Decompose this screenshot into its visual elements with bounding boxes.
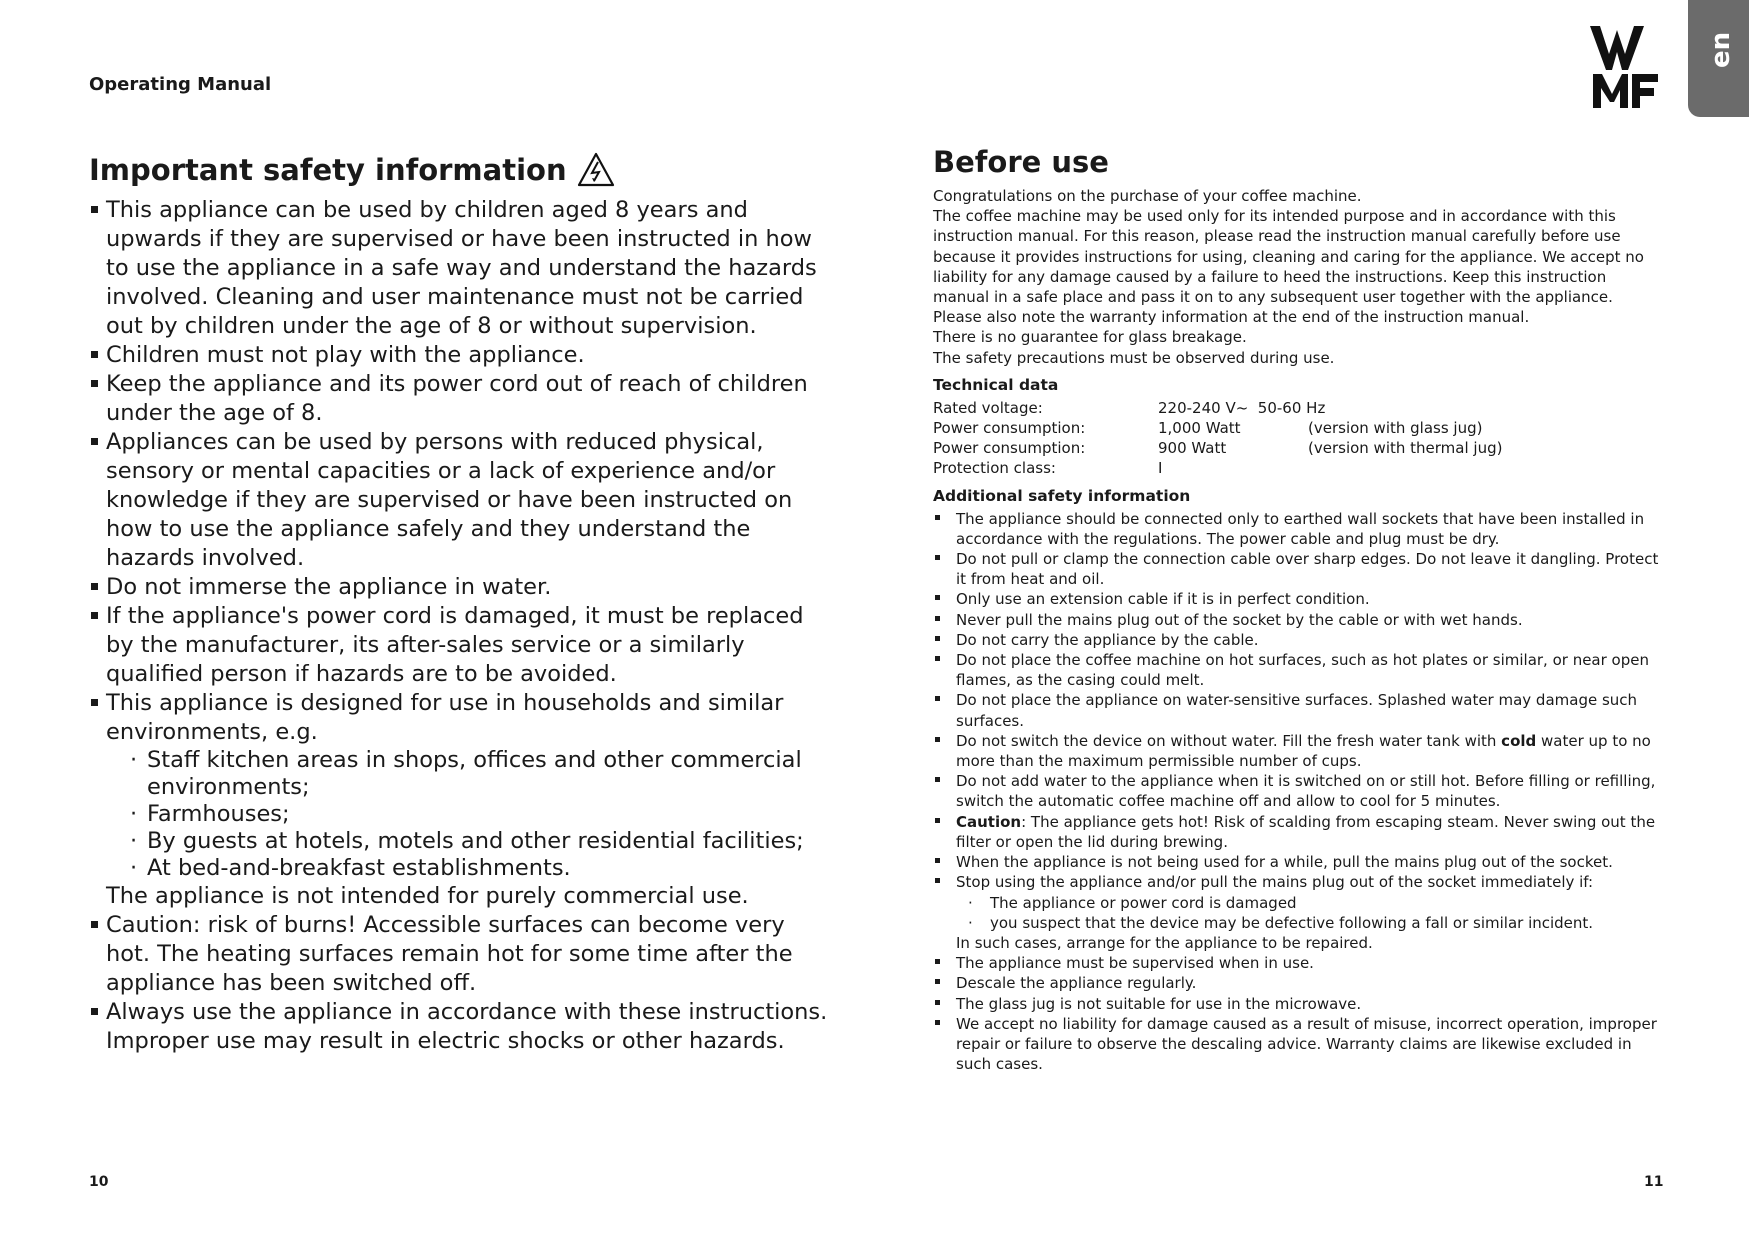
list-item: Do not carry the appliance by the cable.	[933, 630, 1663, 650]
sub-list-item: · At bed-and-breakfast establishments.	[130, 855, 829, 882]
environment-sublist	[106, 747, 829, 882]
list-item: Do not place the appliance on water-sensitive surfaces. Splashed water may damage such surfaces.	[933, 690, 1663, 730]
list-item: Do not immerse the appliance in water.	[89, 573, 829, 602]
technical-data-table	[933, 398, 1663, 479]
safety-heading: Important safety information	[89, 150, 829, 190]
electric-warning-icon	[577, 152, 615, 188]
table-row: Rated voltage: 220-240 V~ 50-60 Hz	[933, 398, 1326, 417]
list-item-caution: Caution: The appliance gets hot! Risk of scalding from escaping steam. Never swing out the filter or open the lid during brewing.	[933, 812, 1663, 852]
commercial-use-note: The appliance is not intended for purely commercial use.	[106, 883, 749, 909]
list-item: Keep the appliance and its power cord out of reach of children under the age of 8.	[89, 370, 829, 428]
list-item: Do not add water to the appliance when it is switched on or still hot. Before filling or refilling, switch the automatic coffee machine off and allow to cool for 5 minutes.	[933, 771, 1663, 811]
list-item: Descale the appliance regularly.	[933, 973, 1663, 993]
document-title: Operating Manual	[89, 74, 272, 95]
stop-sublist	[956, 893, 1663, 933]
list-item-stop: Stop using the appliance and/or pull the mains plug out of the socket immediately if: · The appliance or power cord is damaged · you suspect that the device may be defective following a fall or similar incident.	[933, 872, 1663, 933]
page-number-right: 11	[1644, 1174, 1664, 1190]
before-use-section	[933, 142, 1663, 1074]
list-item: When the appliance is not being used for a while, pull the mains plug out of the socket.	[933, 852, 1663, 872]
wmf-logo	[1590, 26, 1658, 108]
intro-paragraph: The safety precautions must be observed during use.	[933, 348, 1335, 367]
sub-list-item: · By guests at hotels, motels and other residential facilities;	[130, 828, 829, 855]
intro-text	[933, 186, 1663, 368]
safety-list	[89, 196, 829, 1056]
list-item-cold-water: Do not switch the device on without water. Fill the fresh water tank with cold water up to no more than the maximum permissible number of cups.	[933, 731, 1663, 771]
table-row: Power consumption: 1,000 Watt (version with glass jug)	[933, 419, 1483, 438]
page-number-left: 10	[89, 1174, 109, 1190]
intro-paragraph: Congratulations on the purchase of your coffee machine.	[933, 187, 1362, 205]
safety-section	[89, 150, 829, 1056]
list-item: Do not pull or clamp the connection cable over sharp edges. Do not leave it dangling. Protect it from heat and oil.	[933, 549, 1663, 589]
table-row: Power consumption: 900 Watt (version with thermal jug)	[933, 439, 1503, 458]
additional-safety-list	[933, 509, 1663, 933]
intro-paragraph: The coffee machine may be used only for its intended purpose and in accordance with this instruction manual. For this reason, please read the instruction manual carefully before use because it provides instructions for using, cleaning and caring for the appliance. We accept no liability for any damage caused by a failure to heed the instructions. Keep this instruction manual in a safe place and pass it on to any subsequent user together with the appliance. Please also note the warranty information at the end of the instruction manual.	[933, 207, 1644, 327]
list-item: Do not place the coffee machine on hot surfaces, such as hot plates or similar, or near open flames, as the casing could melt.	[933, 650, 1663, 690]
list-item: Caution: risk of burns! Accessible surfaces can become very hot. The heating surfaces remain hot for some time after the appliance has been switched off.	[89, 911, 829, 998]
sub-list-item: · Farmhouses;	[130, 801, 829, 828]
before-use-heading: Before use	[933, 145, 1109, 179]
list-item: The appliance should be connected only to earthed wall sockets that have been installed in accordance with the regulations. The power cable and plug must be dry.	[933, 509, 1663, 549]
list-item: This appliance can be used by children aged 8 years and upwards if they are supervised or have been instructed in how to use the appliance in a safe way and understand the hazards involved. Cleaning and user maintenance must not be carried out by children under the age of 8 or without supervision.	[89, 196, 829, 341]
sub-list-item: · Staff kitchen areas in shops, offices and other commercial environments;	[130, 747, 829, 801]
additional-safety-heading: Additional safety information	[933, 486, 1191, 505]
intro-paragraph: There is no guarantee for glass breakage.	[933, 328, 1247, 347]
list-item: Only use an extension cable if it is in perfect condition.	[933, 589, 1663, 609]
list-item: We accept no liability for damage caused as a result of misuse, incorrect operation, improper repair or failure to observe the descaling advice. Warranty claims are likewise excluded in such cases.	[933, 1014, 1663, 1075]
list-item-households: This appliance is designed for use in households and similar environments, e.g. · Staff kitchen areas in shops, offices and other commercial environments; · Farmhouses; · By guests at hotels, motels and other residential facilities; · At bed-and-breakfast establishments. The appliance is not intended for purely commercial use.	[89, 689, 829, 911]
list-item: The appliance must be supervised when in use.	[933, 953, 1663, 973]
list-item: If the appliance's power cord is damaged, it must be replaced by the manufacturer, its after-sales service or a similarly qualified person if hazards are to be avoided.	[89, 602, 829, 689]
language-tab	[1688, 0, 1749, 117]
additional-safety-list-end	[933, 953, 1663, 1074]
table-row: Protection class: I	[933, 459, 1163, 478]
list-item: The glass jug is not suitable for use in the microwave.	[933, 994, 1663, 1014]
list-item: Never pull the mains plug out of the socket by the cable or with wet hands.	[933, 610, 1663, 630]
list-item: Always use the appliance in accordance with these instructions. Improper use may result in electric shocks or other hazards.	[89, 998, 829, 1056]
language-label: en	[1706, 31, 1736, 68]
technical-data-heading: Technical data	[933, 375, 1059, 394]
sub-list-item: · you suspect that the device may be defective following a fall or similar incident.	[968, 913, 1663, 933]
repair-note: In such cases, arrange for the appliance to be repaired.	[956, 933, 1373, 952]
list-item: Appliances can be used by persons with reduced physical, sensory or mental capacities or a lack of experience and/or knowledge if they are supervised or have been instructed on how to use the appliance safely and they understand the hazards involved.	[89, 428, 829, 573]
list-item: Children must not play with the appliance.	[89, 341, 829, 370]
sub-list-item: · The appliance or power cord is damaged	[968, 893, 1663, 913]
